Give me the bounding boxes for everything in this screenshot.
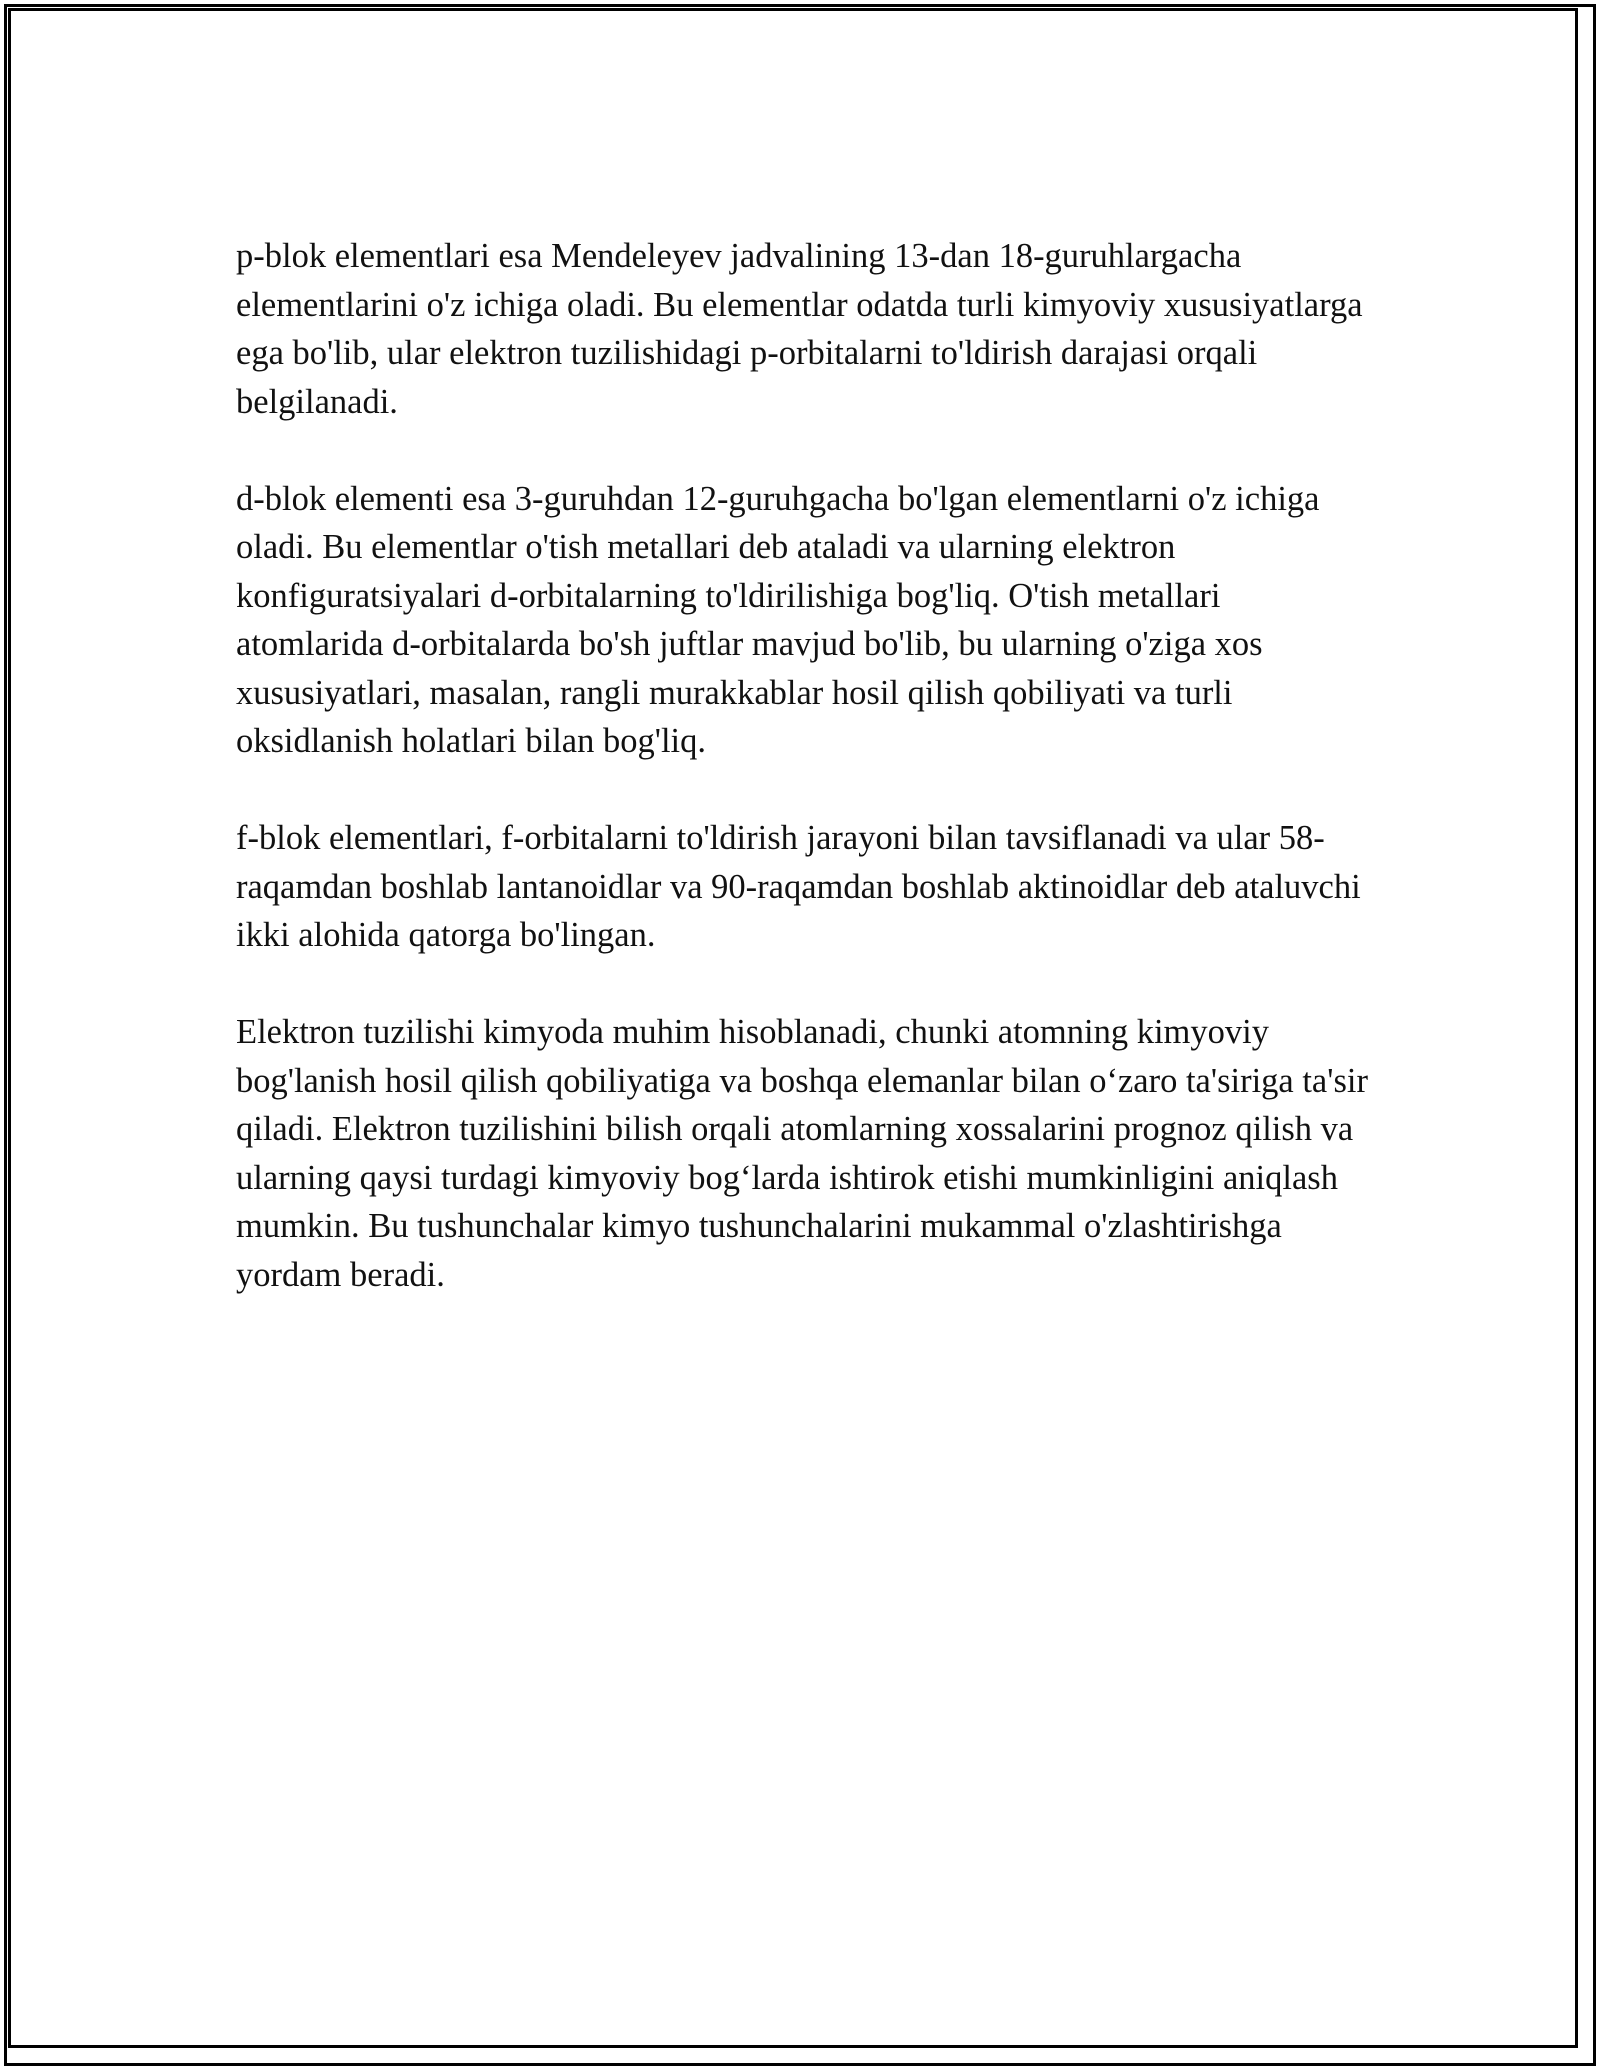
paragraph-p-block: p-blok elementlari esa Mendeleyev jadvalining 13-dan 18-guruhlargacha elementlarini o'z ichiga oladi. Bu elementlar odatda turli kimyoviy xususiyatlarga ega bo'lib, ular elektron tuzilishidagi p-orbitalarni to'ldirish darajasi orqali belgilanadi.: [236, 237, 1363, 421]
paragraph-d-block: d-blok elementi esa 3-guruhdan 12-guruhgacha bo'lgan elementlarni o'z ichiga oladi. Bu elementlar o'tish metallari deb ataladi va ularning elektron konfiguratsiyalari d-orbitalarning to'ldirilishiga bog'liq. O'tish metallari atomlarida d-orbitalarda bo'sh juftlar mavjud bo'lib, bu ularning o'ziga xos xususiyatlari, masalan, rangli murakkablar hosil qilish qobiliyati va turli oksidlanish holatlari bilan bog'liq.: [236, 479, 1320, 760]
document-body: [236, 232, 1376, 1348]
paragraph-electron-structure: Elektron tuzilishi kimyoda muhim hisoblanadi, chunki atomning kimyoviy bog'lanish hosil qilish qobiliyatiga va boshqa elemanlar bilan o‘zaro ta'siriga ta'sir qiladi. Elektron tuzilishini bilish orqali atomlarning xossalarini prognoz qilish va ularning qaysi turdagi kimyoviy bog‘larda ishtirok etishi mumkinligini aniqlash mumkin. Bu tushunchalar kimyo tushunchalarini mukammal o'zlashtirishga yordam beradi.: [236, 1013, 1368, 1294]
paragraph-f-block: f-blok elementlari, f-orbitalarni to'ldirish jarayoni bilan tavsiflanadi va ular 58-raqamdan boshlab lantanoidlar va 90-raqamdan boshlab aktinoidlar deb ataluvchi ikki alohida qatorga bo'lingan.: [236, 819, 1361, 954]
